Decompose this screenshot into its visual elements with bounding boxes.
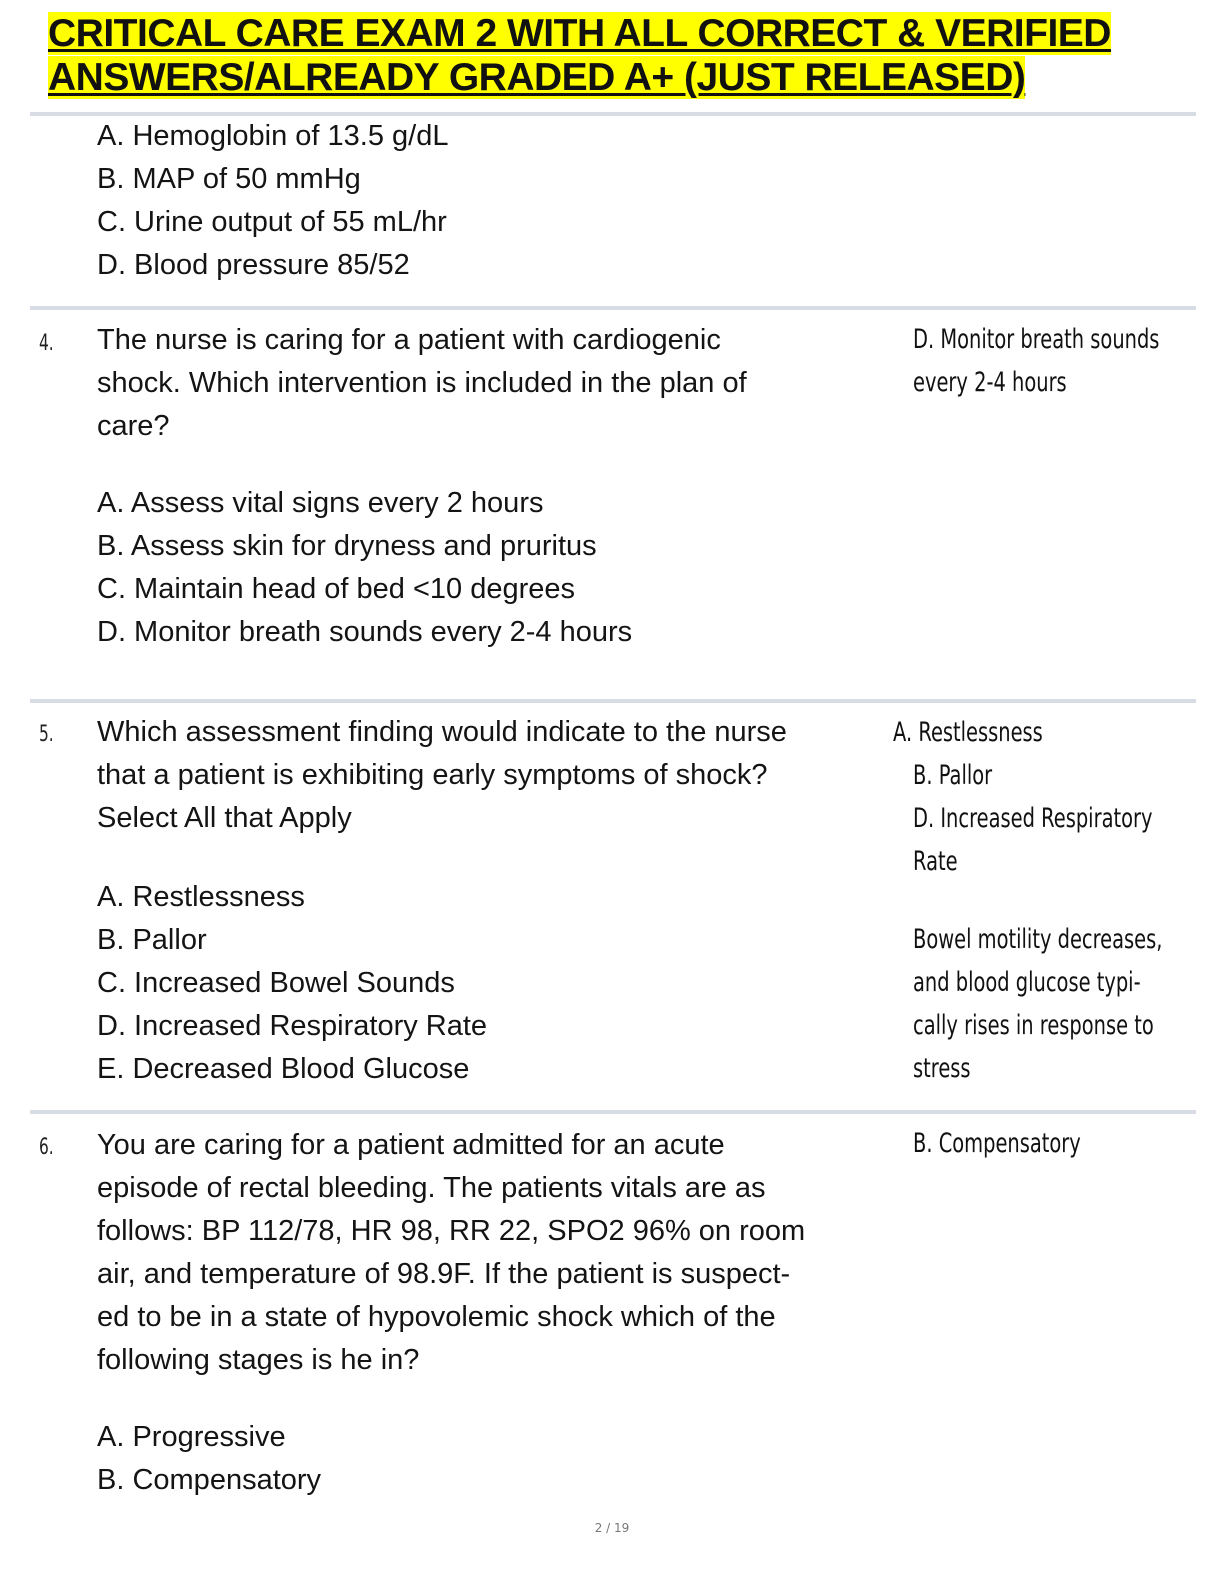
q4-answer-line: D. Monitor breath sounds: [913, 324, 1160, 355]
q4-option-a: A. Assess vital signs every 2 hours: [97, 487, 544, 519]
q5-question-line: Select All that Apply: [97, 802, 352, 834]
q6-question-line: You are caring for a patient admitted for an acute: [97, 1129, 725, 1161]
q6-question-line: air, and temperature of 98.9F. If the patient is suspect-: [97, 1258, 791, 1290]
q5-question-line: that a patient is exhibiting early symptoms of shock?: [97, 759, 768, 791]
q6-option-a: A. Progressive: [97, 1421, 286, 1453]
divider: [30, 1110, 1196, 1114]
q6-question-line: following stages is he in?: [97, 1344, 420, 1376]
q4-option-d: D. Monitor breath sounds every 2-4 hours: [97, 616, 633, 648]
q4-option-b: B. Assess skin for dryness and pruritus: [97, 530, 597, 562]
q5-answer-line: A. Restlessness: [893, 717, 1043, 748]
title-line-1: CRITICAL CARE EXAM 2 WITH ALL CORRECT & VERIFIED: [48, 12, 1111, 55]
q6-number: 6.: [39, 1135, 54, 1160]
q5-option-c: C. Increased Bowel Sounds: [97, 967, 455, 999]
document-title: [48, 12, 1198, 100]
title-line-2: ANSWERS/ALREADY GRADED A+ (JUST RELEASED): [48, 56, 1026, 99]
q6-question-line: follows: BP 112/78, HR 98, RR 22, SPO2 96% on room: [97, 1215, 806, 1247]
q4-number: 4.: [39, 331, 54, 356]
q6-option-b: B. Compensatory: [97, 1464, 322, 1496]
q4-question-line: shock. Which intervention is included in the plan of: [97, 367, 747, 399]
q5-rationale-line: stress: [913, 1053, 971, 1084]
q5-answer-line: D. Increased Respiratory: [913, 803, 1153, 834]
q5-number: 5.: [39, 722, 54, 747]
q5-option-b: B. Pallor: [97, 924, 207, 956]
q5-rationale-line: and blood glucose typi-: [913, 967, 1141, 998]
q5-rationale-line: cally rises in response to: [913, 1010, 1154, 1041]
q4-question-line: The nurse is caring for a patient with cardiogenic: [97, 324, 721, 356]
q6-question-line: episode of rectal bleeding. The patients vitals are as: [97, 1172, 766, 1204]
q4-question-line: care?: [97, 410, 170, 442]
q5-option-e: E. Decreased Blood Glucose: [97, 1053, 470, 1085]
divider: [30, 699, 1196, 703]
q5-question-line: Which assessment finding would indicate to the nurse: [97, 716, 787, 748]
q3-option-a: A. Hemoglobin of 13.5 g/dL: [97, 120, 449, 152]
q3-option-c: C. Urine output of 55 mL/hr: [97, 206, 447, 238]
q3-option-d: D. Blood pressure 85/52: [97, 249, 410, 281]
q5-rationale-line: Bowel motility decreases,: [913, 924, 1163, 955]
q6-answer-line: B. Compensatory: [913, 1128, 1081, 1159]
q5-option-a: A. Restlessness: [97, 881, 305, 913]
divider: [30, 306, 1196, 310]
q6-question-line: ed to be in a state of hypovolemic shock which of the: [97, 1301, 776, 1333]
q3-option-b: B. MAP of 50 mmHg: [97, 163, 361, 195]
q4-answer-line: every 2-4 hours: [913, 367, 1067, 398]
q4-option-c: C. Maintain head of bed <10 degrees: [97, 573, 576, 605]
q5-option-d: D. Increased Respiratory Rate: [97, 1010, 488, 1042]
q5-answer-line: Rate: [913, 846, 958, 877]
q5-answer-line: B. Pallor: [913, 760, 993, 791]
page-number: 2 / 19: [594, 1521, 630, 1535]
